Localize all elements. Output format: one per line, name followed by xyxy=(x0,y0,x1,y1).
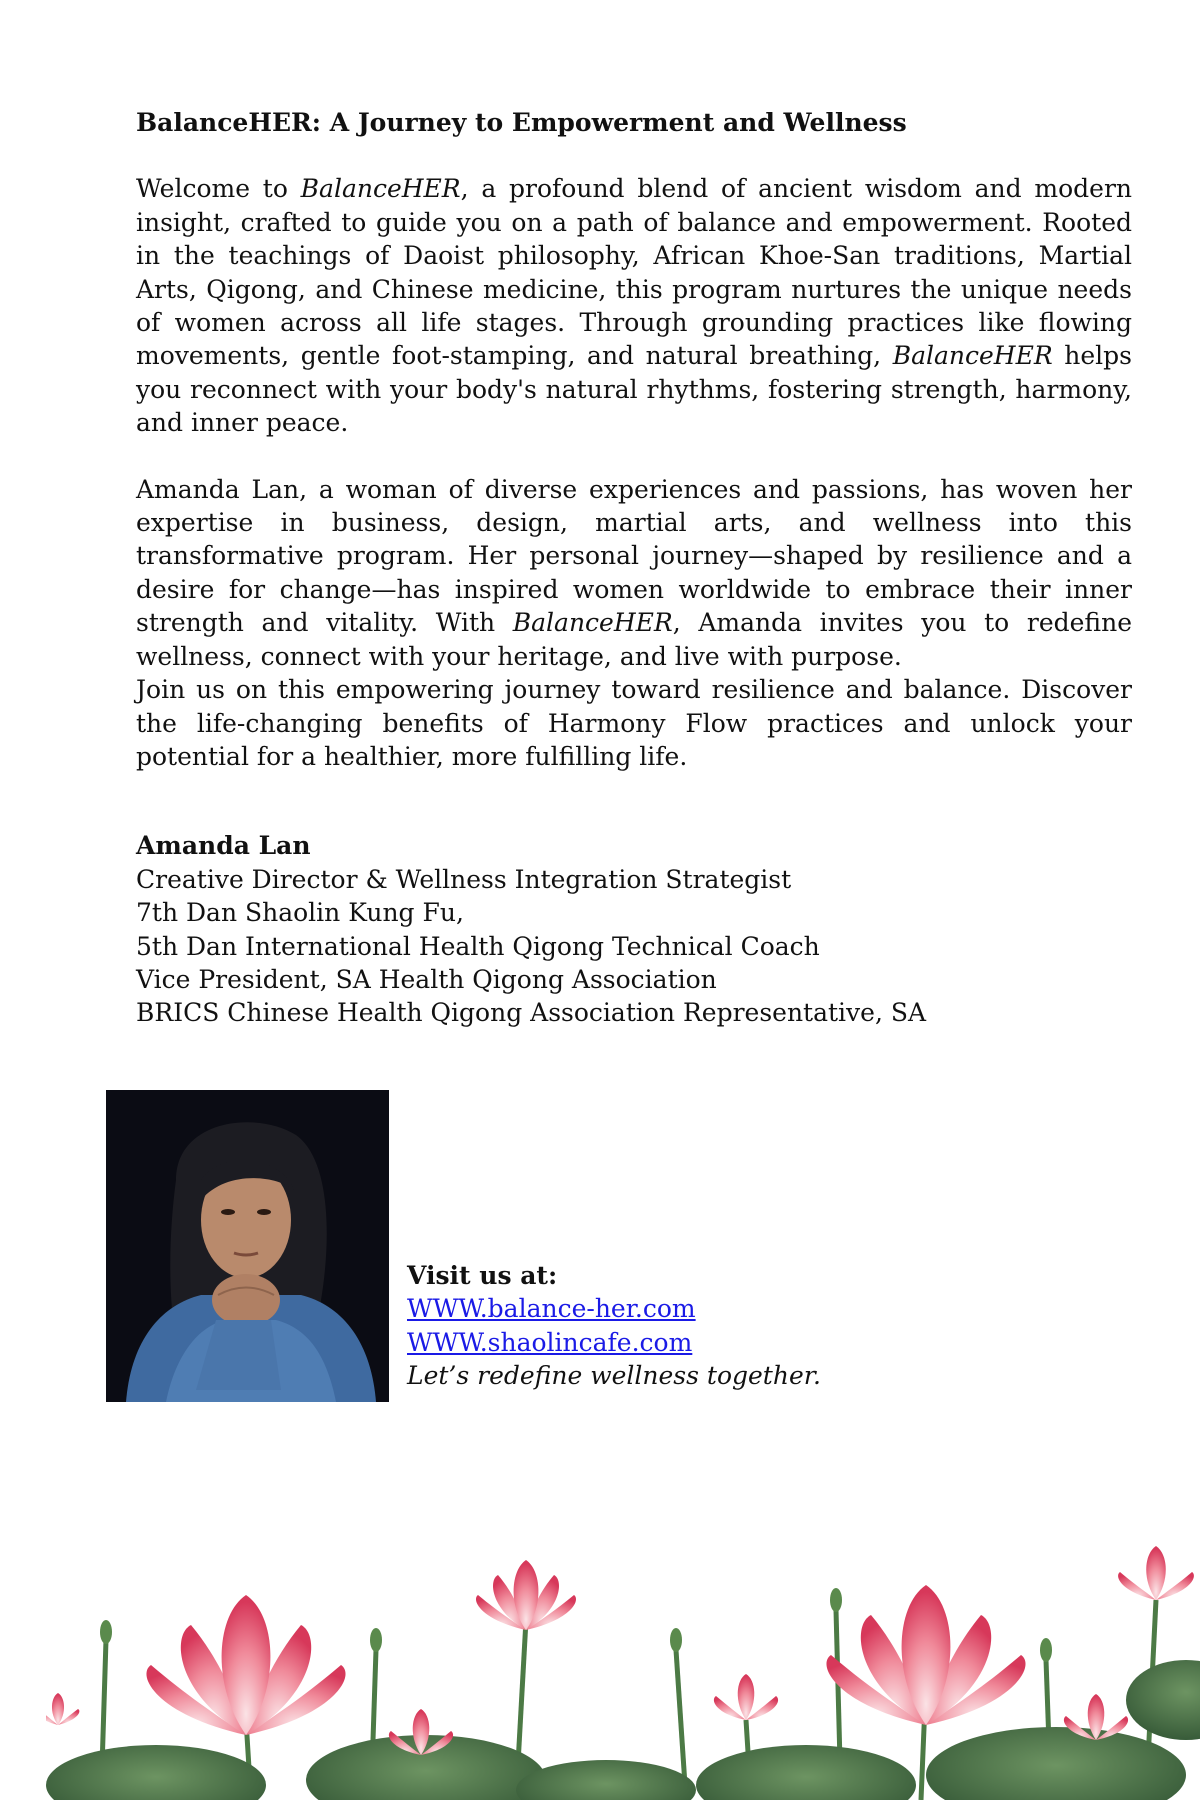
join-paragraph: Join us on this empowering journey toward resilience and balance. Discover the life-changing benefits of Harmony Flow practices and unlock your potential for a healthier, more fulfilling life. xyxy=(136,675,1132,771)
about-paragraph xyxy=(136,473,1132,673)
signature-title: BRICS Chinese Health Qigong Association Representative, SA xyxy=(136,998,927,1028)
signature-name: Amanda Lan xyxy=(136,831,311,861)
intro-text-1: Welcome to xyxy=(136,174,301,204)
contact-heading: Visit us at: xyxy=(407,1261,558,1290)
portrait-photo xyxy=(106,1090,389,1402)
website-link-balance-her[interactable]: WWW.balance-her.com xyxy=(407,1294,696,1324)
document-title: BalanceHER: A Journey to Empowerment and Wellness xyxy=(136,108,907,137)
signature-title: 7th Dan Shaolin Kung Fu, xyxy=(136,898,464,928)
lotus-flowers-decoration xyxy=(46,1540,1200,1800)
intro-paragraph xyxy=(136,172,1132,439)
intro-text-2: , a profound blend of ancient wisdom and modern insight, crafted to guide you on a path of balance and empowerment. Rooted in the teachings of Daoist philosophy, African Khoe-San traditions, Martial Arts, Qigong, and Chinese medicine, this program nurtures the unique needs of women across all life stages. Through grounding practices like flowing movements, gentle foot-stamping, and natural breathing, xyxy=(136,174,1132,371)
about-text-2: , Amanda invites you to redefine wellness, connect with your heritage, and live with purpose. xyxy=(136,608,1132,671)
brand-name: BalanceHER xyxy=(892,341,1053,371)
document-body xyxy=(136,106,1132,1030)
brand-name: BalanceHER xyxy=(300,174,461,204)
intro-text-3: helps you reconnect with your body's natural rhythms, fostering strength, harmony, and inner peace. xyxy=(136,341,1133,438)
about-text-1: Amanda Lan, a woman of diverse experiences and passions, has woven her expertise in business, design, martial arts, and wellness into this transformative program. Her personal journey—shaped by resilience and a desire for change—has inspired women worldwide to embrace their inner strength and vitality. With xyxy=(136,474,1132,638)
contact-block xyxy=(407,1259,821,1393)
website-link-shaolincafe[interactable]: WWW.shaolincafe.com xyxy=(407,1327,693,1357)
tagline: Let’s redefine wellness together. xyxy=(407,1361,821,1391)
brand-name: BalanceHER xyxy=(512,608,673,638)
signature-title: Vice President, SA Health Qigong Association xyxy=(136,964,717,994)
signature-title: 5th Dan International Health Qigong Technical Coach xyxy=(136,931,820,961)
signature-block xyxy=(136,829,1132,1029)
signature-title: Creative Director & Wellness Integration Strategist xyxy=(136,864,792,894)
